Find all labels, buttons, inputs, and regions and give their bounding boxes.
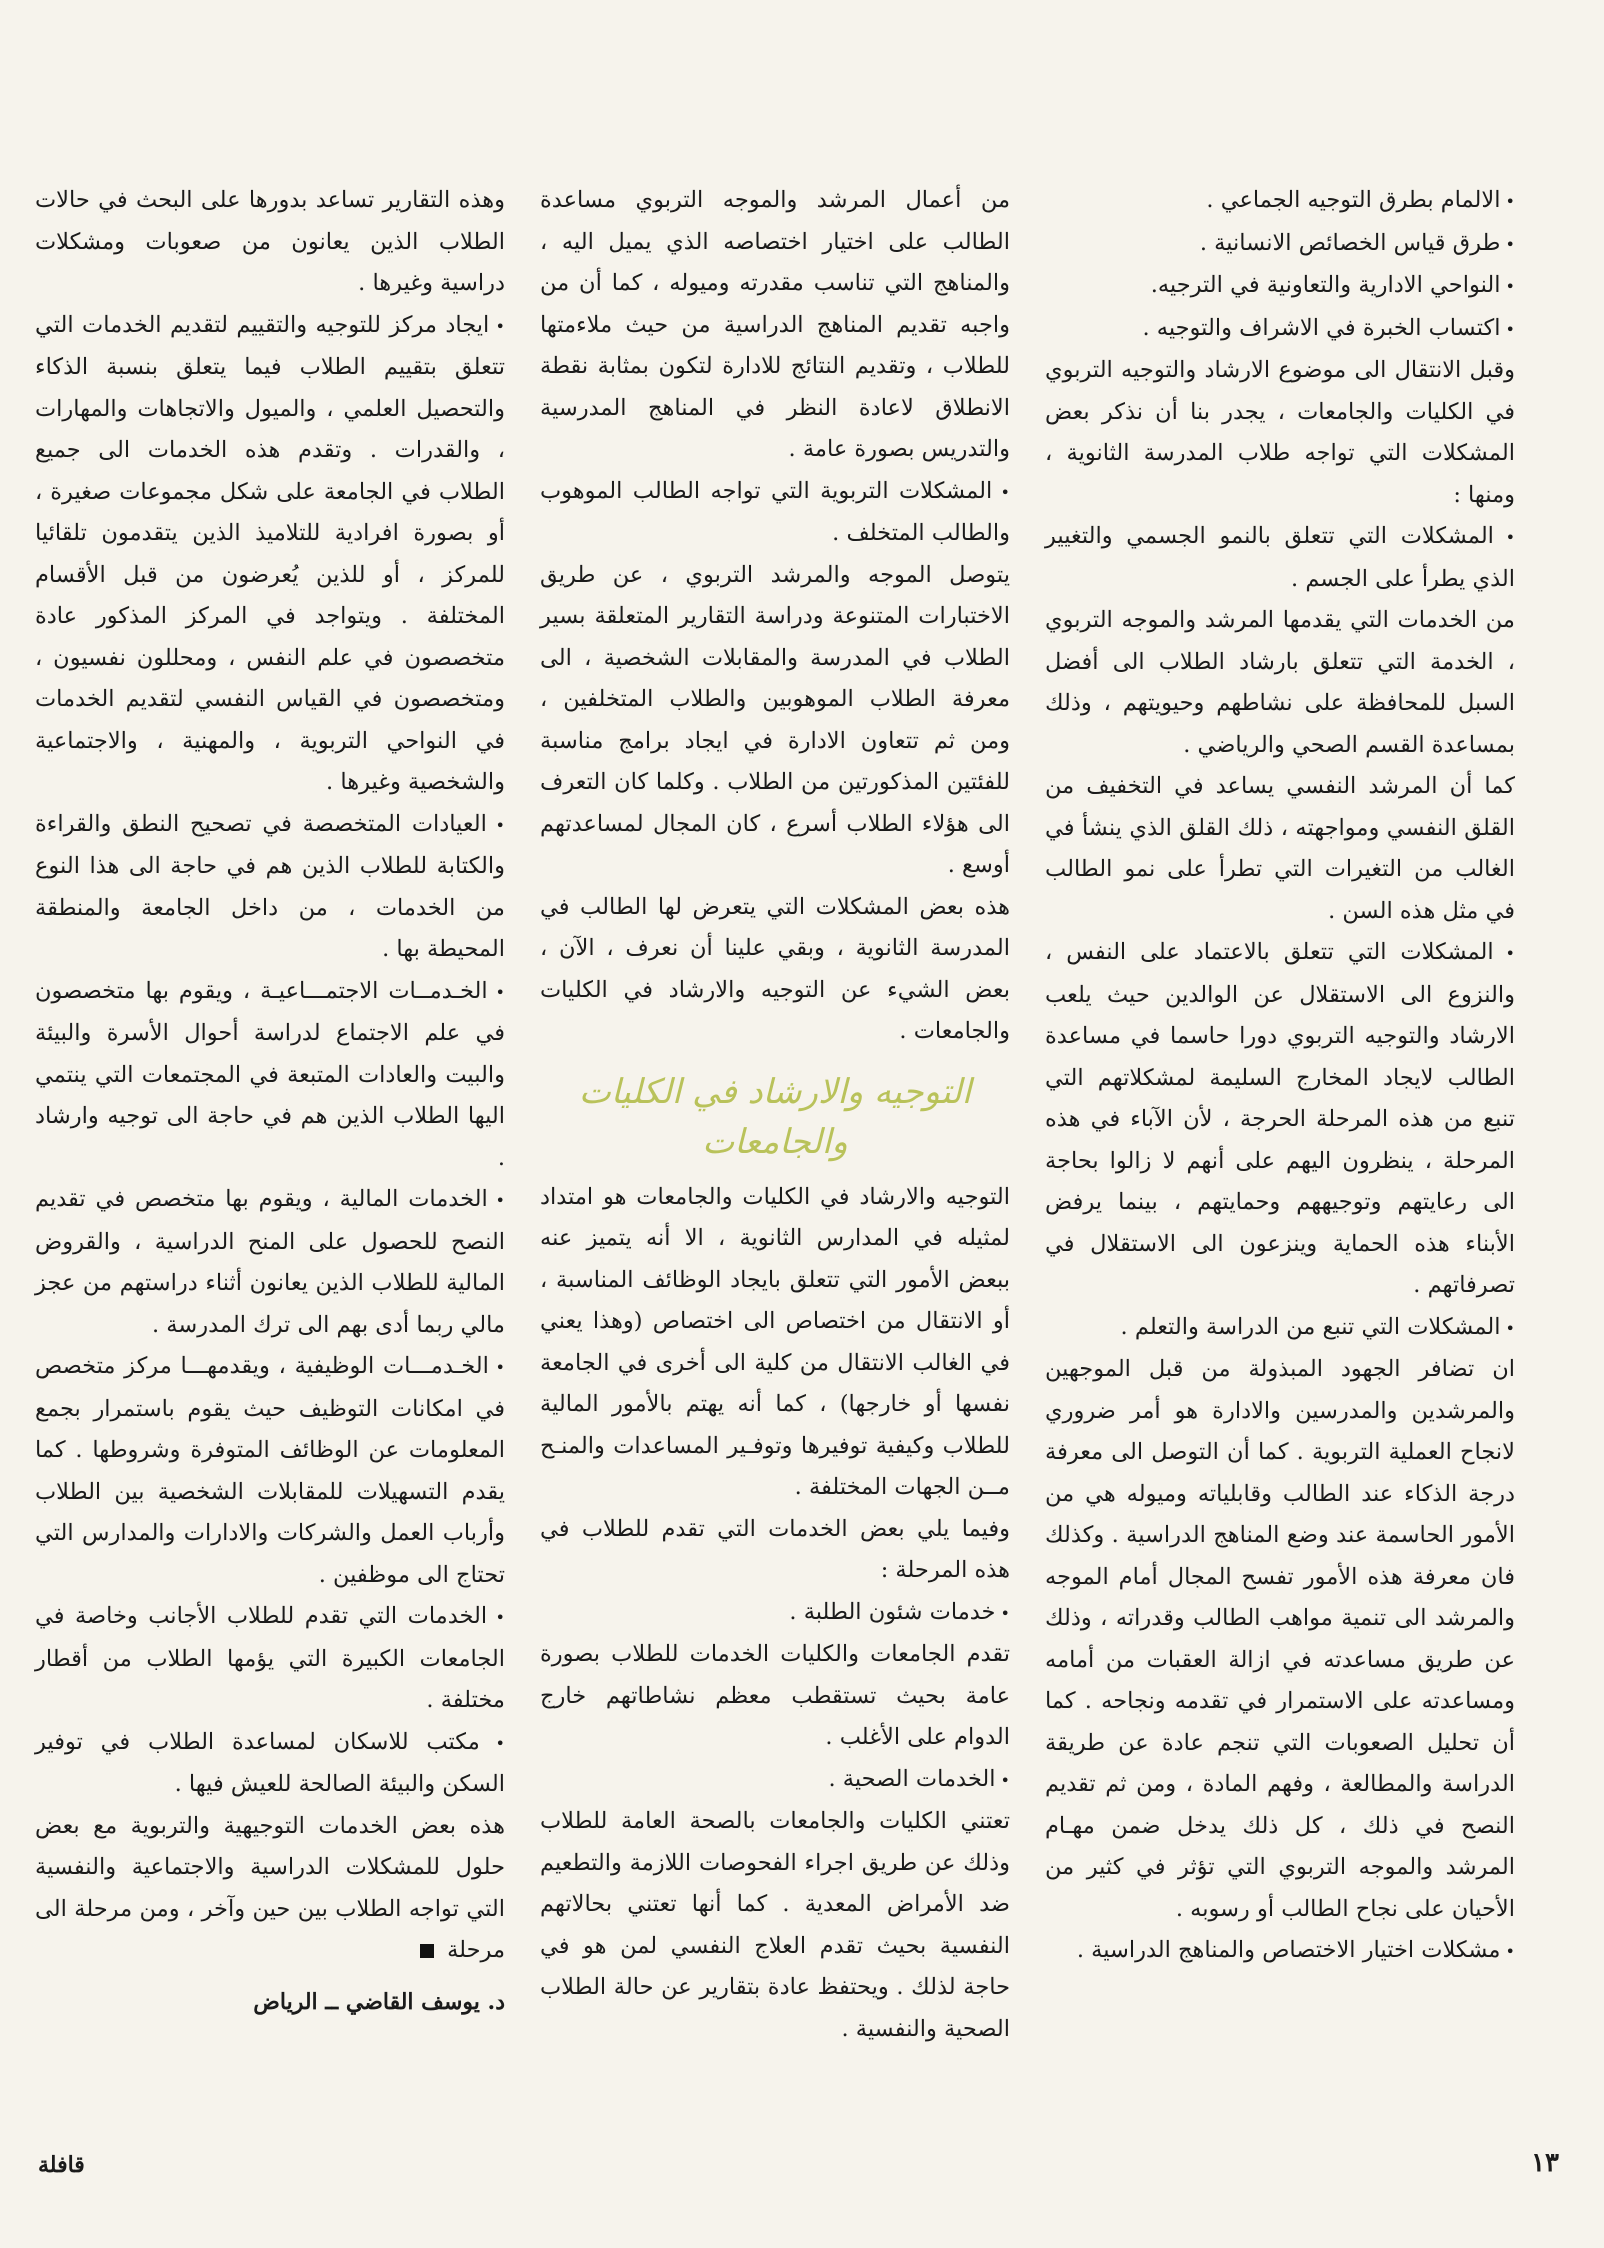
bullet-item: • مشكلات اختيار الاختصاص والمناهج الدراسية .: [1045, 1930, 1515, 1973]
paragraph: من أعمال المرشد والموجه التربوي مساعدة الطالب على اختيار اختصاصه الذي يميل اليه ، والمناهج التي تناسب مقدرته وميوله ، كما أن من واجبه تقديم المناهج الدراسية من حيث ملاءمتها للطلاب ، وتقديم النتائج للادارة لتكون بمثابة نقطة الانطلاق لاعادة النظر في المناهج المدرسية والتدريس بصورة عامة .: [540, 187, 1010, 462]
paragraph: هذه بعض المشكلات التي يتعرض لها الطالب في المدرسة الثانوية ، وبقي علينا أن نعرف ، الآن ، بعض الشيء عن التوجيه والارشاد في الكليات والجامعات .: [540, 893, 1010, 1044]
bullet-item: • الخـدمـــات الوظيفية ، ويقدمهـــا مركز متخصص في امكانات التوظيف حيث يقوم باستمرار بجمع المعلومات عن الوظائف المتوفرة وشروطها . كما يقدم التسهيلات للمقابلات الشخصية بين الطلاب وأرباب العمل والشركات والادارات والمدارس التي تحتاج الى موظفين .: [35, 1346, 505, 1596]
section-heading: التوجيه والارشاد في الكليات والجامعات: [578, 1071, 972, 1162]
text-column-right: [1045, 180, 1515, 1973]
bullet-item: • المشكلات التي تتعلق بالنمو الجسمي والتغيير الذي يطرأ على الجسم .: [1045, 516, 1515, 600]
bullet-item: • المشكلات التي تتعلق بالاعتماد على النفس ، والنزوع الى الاستقلال عن الوالدين حيث يلعب الارشاد والتوجيه التربوي دورا حاسما في مساعدة الطالب لايجاد المخارج السليمة لمشكلاتهم التي تنبع من هذه المرحلة الحرجة ، لأن الآباء في هذه المرحلة ، ينظرون اليهم على أنهم لا زالوا بحاجة الى رعايتهم وتوجيههم وحمايتهم ، بينما يرفض الأبناء هذه الحماية وينزعون الى الاستقلال في تصرفاتهم .: [1045, 932, 1515, 1307]
bullet-item: • مكتب للاسكان لمساعدة الطلاب في توفير السكن والبيئة الصالحة للعيش فيها .: [35, 1722, 505, 1806]
paragraph: من الخدمات التي يقدمها المرشد والموجه التربوي ، الخدمة التي تتعلق بارشاد الطلاب الى أفضل السبل للمحافظة على نشاطهم وحيويتهم ، وذلك بمساعدة القسم الصحي والرياضي .: [1045, 607, 1515, 758]
bullet-item: • الخـدمــات الاجتمـــاعيـة ، ويقوم بها متخصصون في علم الاجتماع لدراسة أحوال الأسرة والبيئة والبيت والعادات المتبعة في المجتمعات التي ينتمي اليها الطلاب الذين هم في حاجة الى توجيه وارشاد .: [35, 971, 505, 1180]
paragraph: ان تضافر الجهود المبذولة من قبل الموجهين والمرشدين والمدرسين والادارة هو أمر ضروري لانجاح العملية التربوية . كما أن التوصل الى معرفة درجة الذكاء عند الطالب وقابلياته وميوله هي من الأمور الحاسمة عند وضع المناهج الدراسية . وكذلك فان معرفة هذه الأمور تفسح المجال أمام الموجه والمرشد الى تنمية مواهب الطالب وقدراته ، وذلك عن طريق مساعدته في ازالة العقبات من أمامه ومساعدته على الاستمرار في تقدمه ونجاحه . كما أن تحليل الصعوبات التي تنجم عادة عن طريقة الدراسة والمطالعة ، وفهم المادة ، ومن ثم تقديم النصح في ذلك ، كل ذلك يدخل ضمن مهـام المرشد والموجه التربوي التي تؤثر في كثير من الأحيان على نجاح الطالب أو رسوبه .: [1045, 1356, 1515, 1922]
bullet-item: • طرق قياس الخصائص الانسانية .: [1045, 223, 1515, 266]
paragraph: وهذه التقارير تساعد بدورها على البحث في حالات الطلاب الذين يعانون من صعوبات ومشكلات دراسية وغيرها .: [35, 187, 505, 296]
bullet-item: • الخدمات المالية ، ويقوم بها متخصص في تقديم النصح للحصول على المنح الدراسية ، والقروض المالية للطلاب الذين يعانون أثناء دراستهم من عجز مالي ربما أدى بهم الى ترك المدرسة .: [35, 1179, 505, 1346]
page-number: ١٣: [1531, 2148, 1559, 2178]
paragraph: هذه بعض الخدمات التوجيهية والتربوية مع بعض حلول للمشكلات الدراسية والاجتماعية والنفسية التي تواجه الطلاب بين حين وآخر ، ومن مرحلة الى مرحلة: [35, 1812, 505, 1963]
bullet-item: • المشكلات التي تنبع من الدراسة والتعلم .: [1045, 1307, 1515, 1350]
bullet-item: • ايجاد مركز للتوجيه والتقييم لتقديم الخدمات التي تتعلق بتقييم الطلاب فيما يتعلق بنسبة الذكاء والتحصيل العلمي ، والميول والاتجاهات والمهارات ، والقدرات . وتقدم هذه الخدمات الى جميع الطلاب في الجامعة على شكل مجموعات صغيرة ، أو بصورة افرادية للتلاميذ الذين يتقدمون تلقائيا للمركز ، أو للذين يُعرضون من قبل الأقسام المختلفة . ويتواجد في المركز المذكور عادة متخصصون في علم النفس ، ومحللون نفسيون ، ومتخصصون في القياس النفسي لتقديم الخدمات في النواحي التربوية ، والمهنية ، والاجتماعية والشخصية وغيرها .: [35, 305, 505, 804]
paragraph: تقدم الجامعات والكليات الخدمات للطلاب بصورة عامة بحيث تستقطب معظم نشاطاتهم خارج الدوام على الأغلب .: [540, 1641, 1010, 1750]
bullet-item: • خدمات شئون الطلبة .: [540, 1592, 1010, 1635]
paragraph: يتوصل الموجه والمرشد التربوي ، عن طريق الاختبارات المتنوعة ودراسة التقارير المتعلقة بسير الطلاب في المدرسة والمقابلات الشخصية ، الى معرفة الطلاب الموهوبين والطلاب المتخلفين ، ومن ثم تتعاون الادارة في ايجاد برامج مناسبة للفئتين المذكورتين من الطلاب . وكلما كان التعرف الى هؤلاء الطلاب أسرع ، كان المجال لمساعدتهم أوسع .: [540, 561, 1010, 878]
end-mark-icon: [420, 1944, 434, 1958]
paragraph: التوجيه والارشاد في الكليات والجامعات هو امتداد لمثيله في المدارس الثانوية ، الا أنه يتميز عنه ببعض الأمور التي تتعلق بايجاد الوظائف المناسبة ، أو الانتقال من اختصاص الى اختصاص (وهذا يعني في الغالب الانتقال من كلية الى أخرى في الجامعة نفسها أو خارجها) ، كما أنه يهتم بالأمور المالية للطلاب وكيفية توفيرها وتوفـير المساعدات والمنـح مــن الجهات المختلفة .: [540, 1183, 1010, 1500]
paragraph: كما أن المرشد النفسي يساعد في التخفيف من القلق النفسي ومواجهته ، ذلك القلق الذي ينشأ في الغالب من التغيرات التي تطرأ على نمو الطالب في مثل هذه السن .: [1045, 773, 1515, 924]
paragraph: وقبل الانتقال الى موضوع الارشاد والتوجيه التربوي في الكليات والجامعات ، يجدر بنا أن نذكر بعض المشكلات التي تواجه طلاب المدرسة الثانوية ، ومنها :: [1045, 357, 1515, 508]
bullet-item: • الخدمات التي تقدم للطلاب الأجانب وخاصة في الجامعات الكبيرة التي يؤمها الطلاب من أقطار مختلفة .: [35, 1596, 505, 1722]
bullet-item: • الخدمات الصحية .: [540, 1759, 1010, 1802]
bullet-item: • المشكلات التربوية التي تواجه الطالب الموهوب والطالب المتخلف .: [540, 471, 1010, 555]
text-column-middle: [540, 180, 1010, 2050]
text-column-left: [35, 180, 505, 2023]
magazine-name: قافلة: [38, 2152, 85, 2178]
bullet-item: • الالمام بطرق التوجيه الجماعي .: [1045, 180, 1515, 223]
bullet-item: • اكتساب الخبرة في الاشراف والتوجيه .: [1045, 308, 1515, 351]
bullet-item: • النواحي الادارية والتعاونية في الترجيه.: [1045, 265, 1515, 308]
author-signature: د. يوسف القاضي ــ الرياض: [253, 1988, 505, 2015]
paragraph: وفيما يلي بعض الخدمات التي تقدم للطلاب في هذه المرحلة :: [540, 1515, 1010, 1583]
bullet-item: • العيادات المتخصصة في تصحيح النطق والقراءة والكتابة للطلاب الذين هم في حاجة الى هذا النوع من الخدمات ، من داخل الجامعة والمنطقة المحيطة بها .: [35, 804, 505, 971]
paragraph: تعتني الكليات والجامعات بالصحة العامة للطلاب وذلك عن طريق اجراء الفحوصات اللازمة والتطعيم ضد الأمراض المعدية . كما أنها تعتني بحالاتهم النفسية بحيث تقدم العلاج النفسي لمن هو في حاجة لذلك . ويحتفظ عادة بتقارير عن حالة الطلاب الصحية والنفسية .: [540, 1808, 1010, 2042]
